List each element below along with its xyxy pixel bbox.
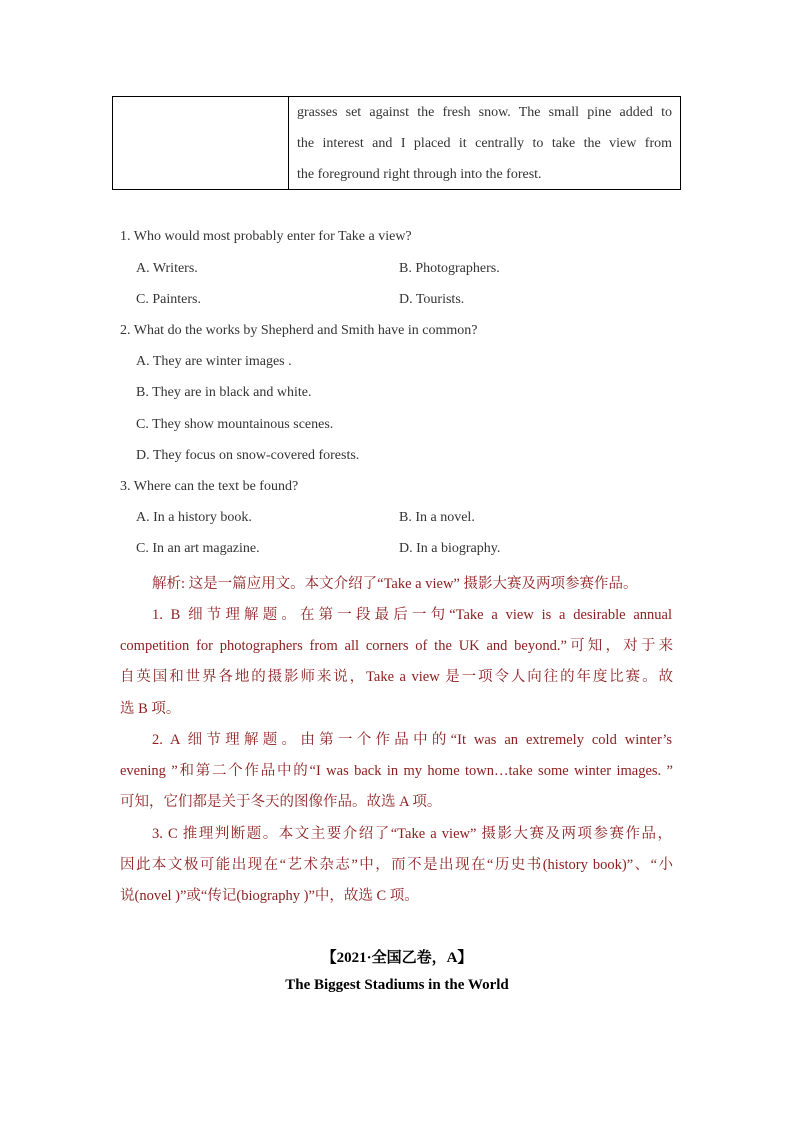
- answer-2-line: 2. A 细节理解题。由第一个作品中的“It was an extremely cold winter’s: [152, 732, 672, 748]
- question-3-option-c: C. In an art magazine.: [136, 541, 260, 556]
- question-2-option-c: C. They show mountainous scenes.: [136, 417, 334, 432]
- table-line: grasses set against the fresh snow. The small pine added to: [297, 105, 672, 120]
- analysis-intro: 解析: 这是一篇应用文。本文介绍了“Take a view” 摄影大赛及两项参赛作品。: [152, 576, 638, 592]
- answer-3-line: 3. C 推理判断题。本文主要介绍了“Take a view” 摄影大赛及两项参赛作品，: [152, 826, 672, 842]
- question-2-stem: 2. What do the works by Shepherd and Smith have in common?: [120, 323, 478, 338]
- question-2-option-a: A. They are winter images .: [136, 354, 292, 369]
- question-1-stem: 1. Who would most probably enter for Take a view?: [120, 229, 412, 244]
- answer-3-line: 说(novel )”或“传记(biography )”中，故选 C 项。: [120, 888, 419, 904]
- answer-2-line: 可知，它们都是关于冬天的图像作品。故选 A 项。: [120, 794, 442, 810]
- question-3-option-b: B. In a novel.: [399, 510, 475, 525]
- table-line: the interest and I placed it centrally to take the view from: [297, 136, 672, 151]
- passage-title: The Biggest Stadiums in the World: [285, 977, 509, 993]
- answer-2-line: evening ”和第二个作品中的“I was back in my home town…take some winter images. ”: [120, 763, 673, 779]
- answer-1-line: 1. B 细节理解题。在第一段最后一句“Take a view is a desirable annual: [152, 607, 672, 623]
- answer-3-line: 因此本文极可能出现在“艺术杂志”中，而不是出现在“历史书(history book)”、“小: [120, 857, 673, 873]
- question-3-option-d: D. In a biography.: [399, 541, 501, 556]
- question-2-option-b: B. They are in black and white.: [136, 385, 312, 400]
- answer-1-line: competition for photographers from all corners of the UK and beyond.”可知，对于来: [120, 638, 673, 654]
- question-1-option-d: D. Tourists.: [399, 292, 465, 307]
- question-1-option-c: C. Painters.: [136, 292, 201, 307]
- table-text-cell: [289, 97, 680, 189]
- table-empty-cell: [113, 97, 289, 189]
- question-1-option-a: A. Writers.: [136, 261, 198, 276]
- section-source-heading: 【2021·全国乙卷，A】: [321, 950, 473, 966]
- question-3-stem: 3. Where can the text be found?: [120, 479, 299, 494]
- passage-table: [112, 96, 681, 190]
- question-2-option-d: D. They focus on snow-covered forests.: [136, 448, 360, 463]
- question-1-option-b: B. Photographers.: [399, 261, 500, 276]
- question-3-option-a: A. In a history book.: [136, 510, 252, 525]
- answer-1-line: 自英国和世界各地的摄影师来说，Take a view 是一项令人向往的年度比赛。故: [120, 669, 673, 685]
- answer-1-line: 选 B 项。: [120, 701, 181, 717]
- table-line: the foreground right through into the forest.: [297, 167, 542, 182]
